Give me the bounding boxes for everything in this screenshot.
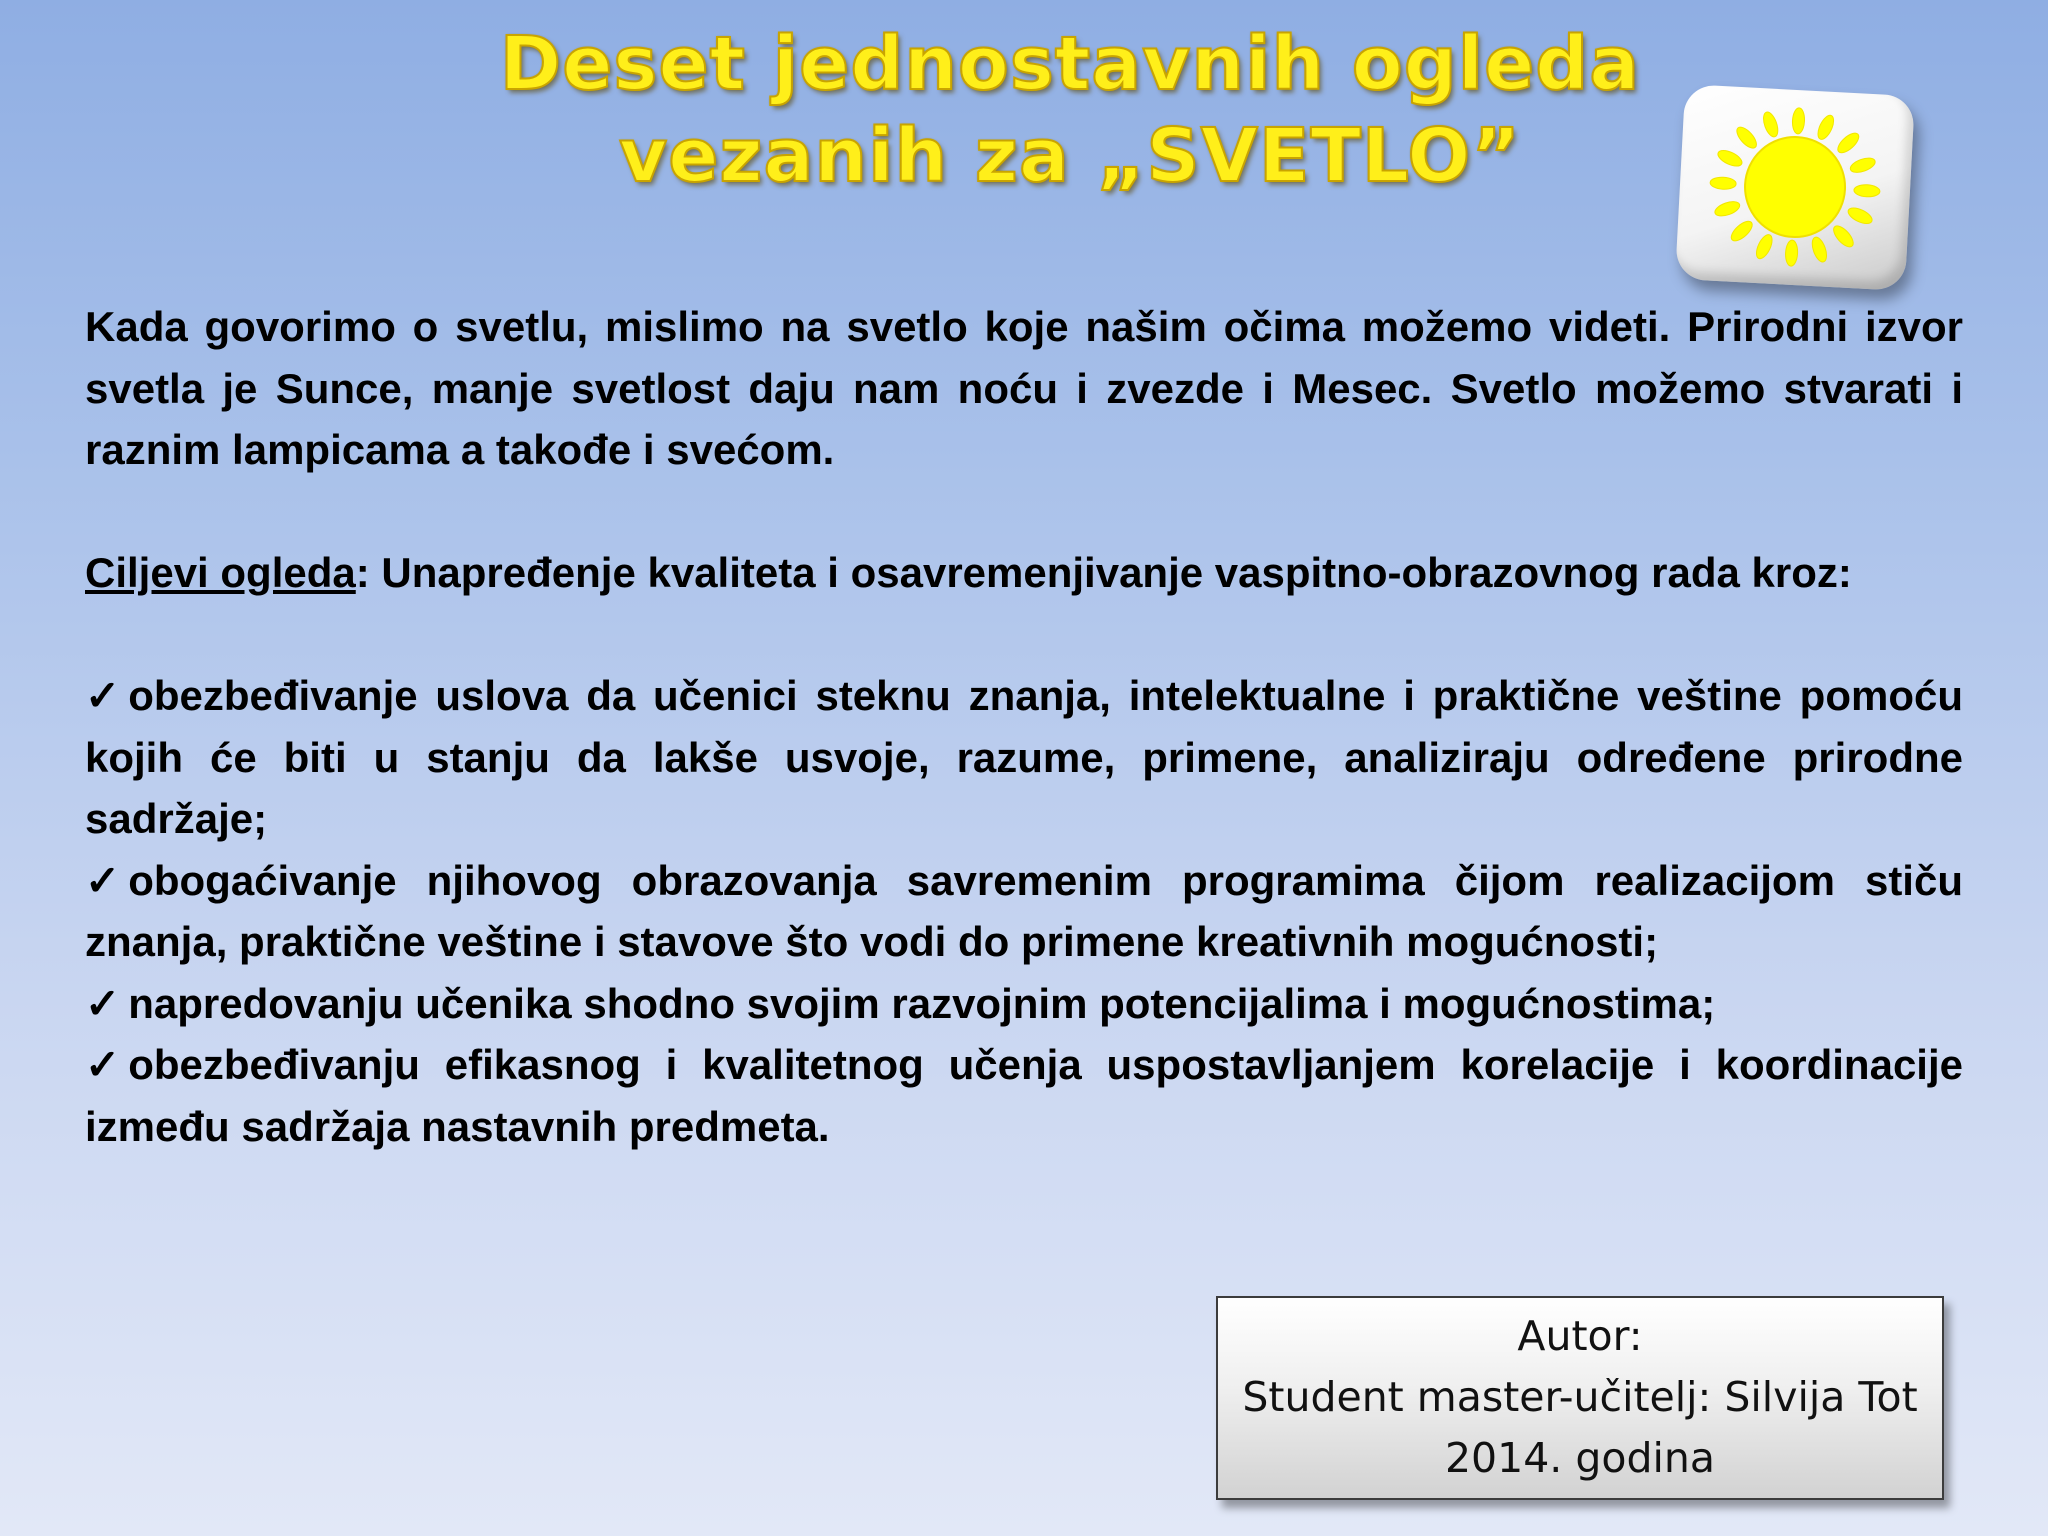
sun-ray xyxy=(1835,130,1862,156)
bullet-text: obezbeđivanje uslova da učenici steknu znanja, intelektualne i praktične veštine pomoću kojih će biti u stanju da lakše usvoje, razume, primene, analiziraju određene prirodne sadržaje; xyxy=(85,672,1963,842)
goals-label: Ciljevi ogleda xyxy=(85,549,356,596)
bullet-item xyxy=(85,973,1963,1035)
checkmark-icon: ✓ xyxy=(85,979,121,1027)
spacer xyxy=(85,604,1963,666)
checkmark-icon: ✓ xyxy=(85,856,121,904)
sun-ray xyxy=(1792,108,1805,135)
sun-ray xyxy=(1728,218,1755,244)
author-name: Student master-učitelj: Silvija Tot xyxy=(1242,1373,1918,1421)
spacer xyxy=(85,481,1963,543)
title-line-1: Deset jednostavnih ogleda xyxy=(499,21,1641,107)
goals-text: : Unapređenje kvaliteta i osavremenjivanje vaspitno-obrazovnog rada kroz: xyxy=(355,549,1852,596)
sun-ray xyxy=(1753,232,1775,261)
bullet-text: napredovanju učenika shodno svojim razvojnim potencijalima i mogućnostima; xyxy=(128,979,1716,1027)
author-box xyxy=(1216,1296,1944,1500)
sun-ray xyxy=(1830,223,1856,250)
sun-ray xyxy=(1785,240,1798,267)
sun-ray xyxy=(1761,110,1781,139)
sun-ray xyxy=(1716,147,1745,169)
checkmark-icon: ✓ xyxy=(85,1041,121,1088)
goals-paragraph xyxy=(85,542,1963,604)
author-year: 2014. godina xyxy=(1444,1434,1716,1482)
bullet-item xyxy=(85,850,1963,973)
sun-ray xyxy=(1854,184,1881,197)
intro-paragraph: Kada govorimo o svetlu, mislimo na svetlo koje našim očima možemo videti. Prirodni izvor svetla je Sunce, manje svetlost daju nam noću i zvezde i Mesec. Svetlo možemo stvarati i raznim lampicama a takođe i svećom. xyxy=(85,303,1963,473)
sun-ray xyxy=(1809,235,1829,264)
author-label: Autor: xyxy=(1517,1312,1643,1360)
sun-ray xyxy=(1815,113,1837,142)
sun-ray xyxy=(1846,205,1875,227)
sun-ray xyxy=(1849,155,1878,175)
checkmark-icon: ✓ xyxy=(85,672,121,719)
sun-ray xyxy=(1710,177,1737,190)
bullet-text: obogaćivanje njihovog obrazovanja savremenim programima čijom realizacijom stiču znanja, praktične veštine i stavove što vodi do primene kreativnih mogućnosti; xyxy=(85,856,1963,965)
slide-title xyxy=(380,18,1760,202)
bullet-text: obezbeđivanju efikasnog i kvalitetnog učenja uspostavljanjem korelacije i koordinacije između sadržaja nastavnih predmeta. xyxy=(85,1041,1963,1150)
bullet-item xyxy=(85,665,1963,850)
sun-ray xyxy=(1713,199,1742,219)
title-line-2: vezanih za „SVETLO” xyxy=(619,113,1521,199)
bullet-item xyxy=(85,1034,1963,1157)
sun-icon xyxy=(1675,84,1915,291)
slide-body xyxy=(85,296,1963,1157)
sun-ray xyxy=(1733,124,1759,151)
